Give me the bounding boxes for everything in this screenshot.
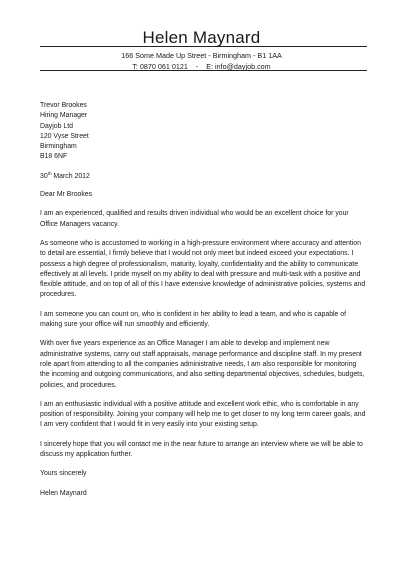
paragraph-intro: I am an experienced, qualified and results driven individual who would be an excellent choice for your Office Managers vacancy. bbox=[40, 210, 349, 228]
letter-date bbox=[40, 172, 366, 182]
date-suffix: th bbox=[47, 170, 52, 176]
letterhead bbox=[0, 28, 403, 72]
recipient-line: Birmingham bbox=[40, 143, 77, 151]
recipient-line: Dayjob Ltd bbox=[40, 122, 73, 130]
salutation: Dear Mr Brookes bbox=[40, 191, 93, 199]
recipient-line: 120 Vyse Street bbox=[40, 132, 89, 140]
letter-body bbox=[40, 101, 366, 508]
paragraph-closing-request: I sincerely hope that you will contact me in the near future to arrange an interview where we will be able to discuss my application further. bbox=[40, 440, 363, 459]
date-rest: March 2012 bbox=[51, 172, 90, 180]
recipient-line: Hiring Manager bbox=[40, 112, 88, 120]
recipient-line: B18 6NF bbox=[40, 153, 68, 161]
sender-contact: T: 0870 061 0121 - E: info@dayjob.com bbox=[132, 62, 271, 71]
signature: Helen Maynard bbox=[40, 489, 87, 497]
paragraph-experience: As someone who is accustomed to working in a high-pressure environment where accuracy and attention to detail are essential, I firmly believe that I would not only meet but indeed exceed your expectations. I possess a high degree of professionalism, maturity, loyalty, confidentiality and the ability to communicate effectively at all levels. I pride myself on my ability to deal with pressure and multi-task with a positive and flexible attitude, and on top of all of this I have extensive knowledge of administrative policies, systems and procedures. bbox=[40, 239, 366, 299]
sender-name: Helen Maynard bbox=[142, 28, 261, 47]
sender-address: 166 Some Made Up Street - Birmingham - B1 1AA bbox=[121, 51, 282, 60]
recipient-address bbox=[40, 101, 366, 163]
date-day: 30 bbox=[40, 172, 48, 180]
paragraph-skills: With over five years experience as an Office Manager I am able to develop and implement new administrative systems, carry out staff appraisals, manage performance and discipline staff. In my present role apart from attending to all the companies administrative needs, I am also responsible for monitoring the incoming and outgoing communications, and also setting departmental objectives, schedules, budgets, policies, and procedures. bbox=[40, 340, 365, 389]
header-rule-top bbox=[40, 46, 367, 47]
paragraph-reliability: I am someone you can count on, who is confident in her ability to lead a team, and who is capable of making sure your office will run smoothly and efficiently. bbox=[40, 310, 347, 329]
paragraph-attitude: I am an enthusiastic individual with a positive attitude and excellent work ethic, who is comfortable in any position of responsibility. Joining your company will help me to get closer to my long term career goals, and I am very confident that I would fit in very easily into your existing setup. bbox=[40, 400, 366, 429]
closing: Yours sincerely bbox=[40, 470, 87, 478]
recipient-line: Trevor Brookes bbox=[40, 102, 87, 109]
header-rule-bottom bbox=[40, 70, 367, 71]
